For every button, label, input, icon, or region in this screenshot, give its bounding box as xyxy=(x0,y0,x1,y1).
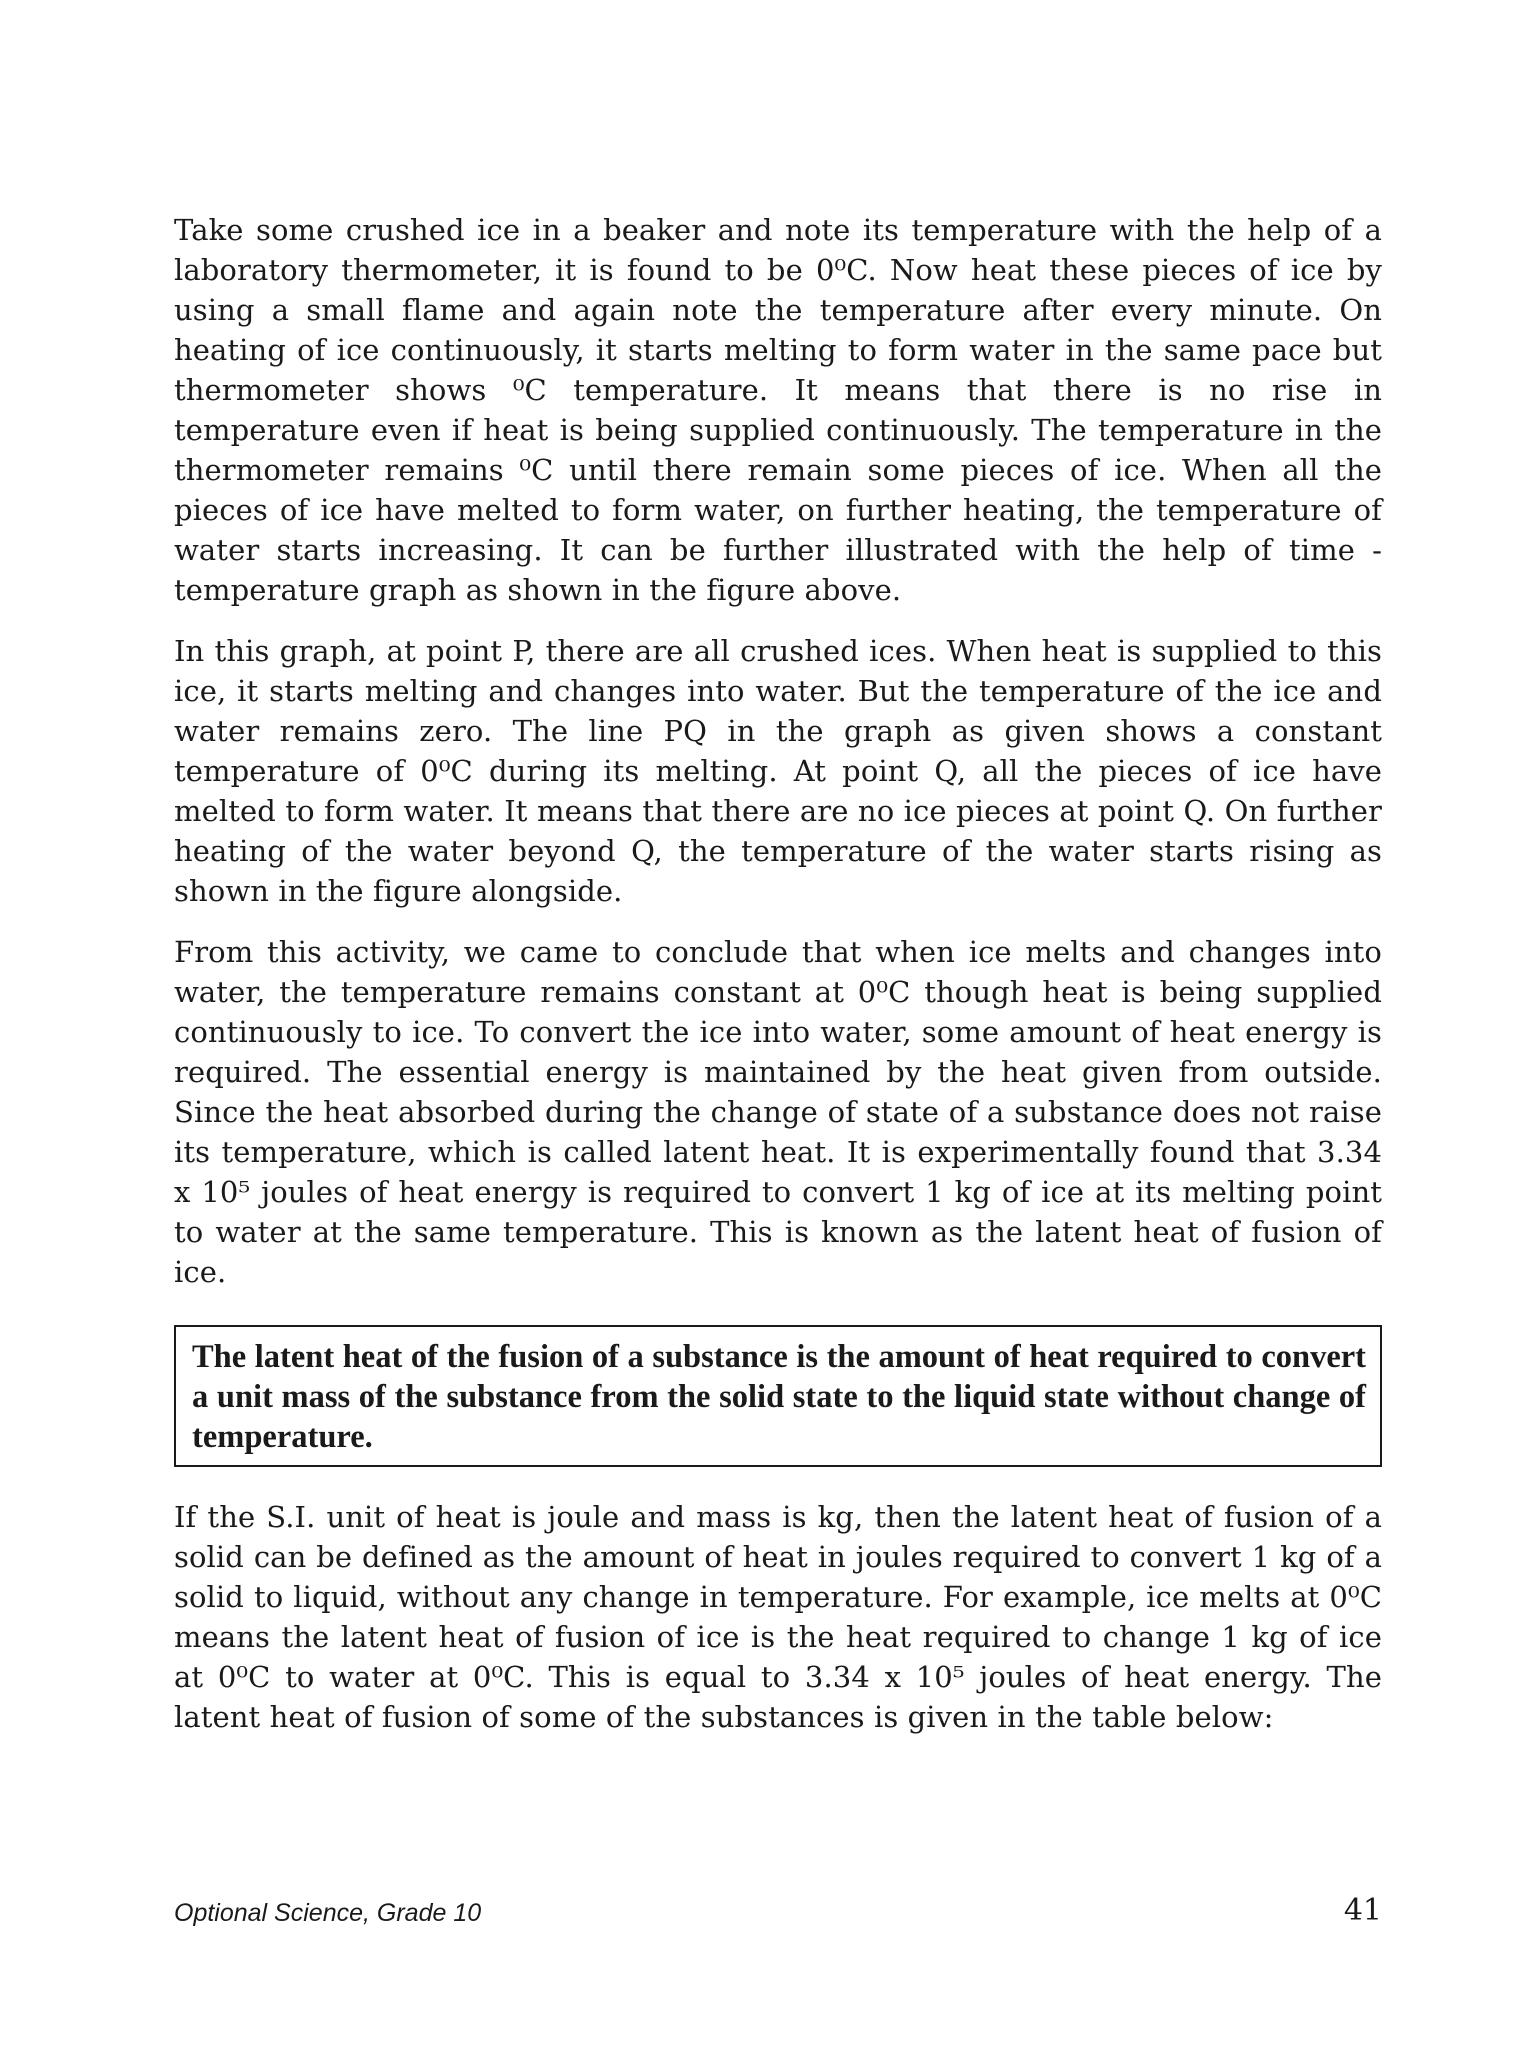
page-body xyxy=(174,210,1382,1758)
page-number: 41 xyxy=(1343,1893,1382,1928)
definition-text: The latent heat of the fusion of a substance is the amount of heat required to convert a unit mass of the substance from the solid state to the liquid state without change of temperature. xyxy=(192,1339,1366,1455)
footer-book-title: Optional Science, Grade 10 xyxy=(174,1899,482,1927)
paragraph-conclusion: From this activity, we came to conclude that when ice melts and changes into water, the temperature remains constant at 0⁰C though heat is being supplied continuously to ice. To convert the ice into water, some amount of heat energy is required. The essential energy is maintained by the heat given from outside. Since the heat absorbed during the change of state of a substance does not raise its temperature, which is called latent heat. It is experimentally found that 3.34 x 10⁵ joules of heat energy is required to convert 1 kg of ice at its melting point to water at the same temperature. This is known as the latent heat of fusion of ice. xyxy=(174,935,1382,1289)
paragraph-si-unit: If the S.I. unit of heat is joule and mass is kg, then the latent heat of fusion of a solid can be defined as the amount of heat in joules required to convert 1 kg of a solid to liquid, without any change in temperature. For example, ice melts at 0⁰C means the latent heat of fusion of ice is the heat required to change 1 kg of ice at 0⁰C to water at 0⁰C. This is equal to 3.34 x 10⁵ joules of heat energy. The latent heat of fusion of some of the substances is given in the table below: xyxy=(174,1500,1382,1734)
paragraph-graph-explanation: In this graph, at point P, there are all crushed ices. When heat is supplied to this ice, it starts melting and changes into water. But the temperature of the ice and water remains zero. The line PQ in the graph as given shows a constant temperature of 0⁰C during its melting. At point Q, all the pieces of ice have melted to form water. It means that there are no ice pieces at point Q. On further heating of the water beyond Q, the temperature of the water starts rising as shown in the figure alongside. xyxy=(174,634,1382,908)
paragraph-activity: Take some crushed ice in a beaker and note its temperature with the help of a laboratory thermometer, it is found to be 0⁰C. Now heat these pieces of ice by using a small flame and again note the temperature after every minute. On heating of ice continuously, it starts melting to form water in the same pace but thermometer shows ⁰C temperature. It means that there is no rise in temperature even if heat is being supplied continuously. The temperature in the thermometer remains ⁰C until there remain some pieces of ice. When all the pieces of ice have melted to form water, on further heating, the temperature of water starts increasing. It can be further illustrated with the help of time - temperature graph as shown in the figure above. xyxy=(174,213,1382,607)
definition-box xyxy=(174,1325,1382,1467)
